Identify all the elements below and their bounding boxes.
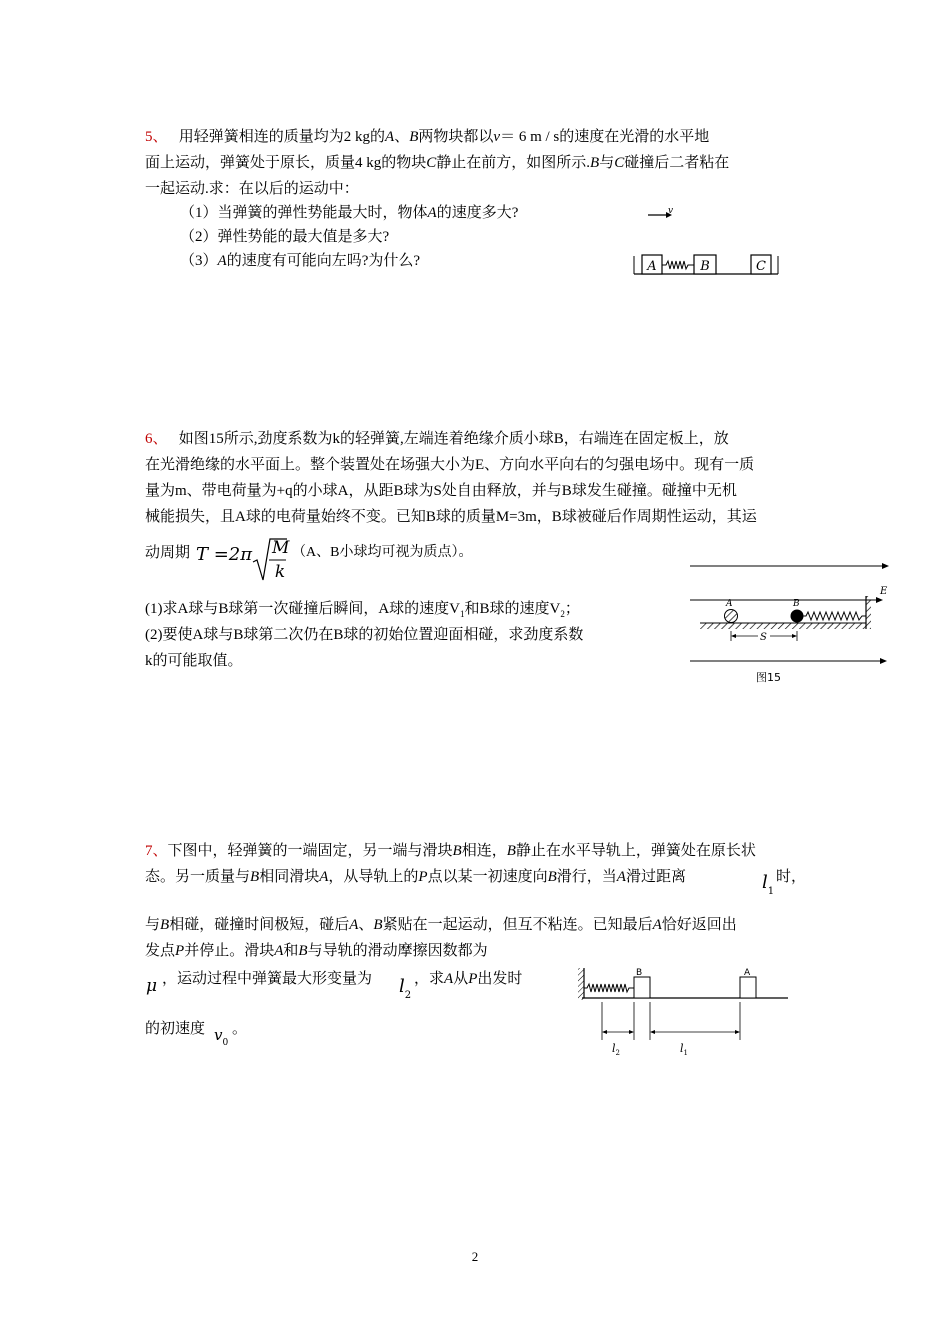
p6-line2: 在光滑绝缘的水平面上。整个装置处在场强大小为E、方向水平向右的匀强电场中。现有一质 — [145, 457, 755, 473]
text: 1 — [460, 609, 465, 619]
p6-question-2b: k的可能取值。 — [145, 653, 243, 669]
velocity-label: v — [668, 206, 674, 216]
text: 滑过距离 — [625, 869, 686, 885]
text: B — [506, 843, 516, 859]
p5-question-3 — [180, 250, 420, 272]
text: 相同滑块 — [259, 869, 320, 885]
text: B — [409, 129, 419, 145]
block-b-label: B — [636, 968, 643, 978]
ball-a-label: A — [726, 599, 733, 609]
text: A — [319, 869, 329, 885]
text: ，从导轨上的 — [328, 869, 419, 885]
spring — [584, 984, 634, 992]
text: l — [612, 1042, 616, 1055]
text: 发点 — [145, 943, 176, 959]
text: ； — [564, 601, 580, 617]
text: T =2π — [196, 544, 253, 565]
text: B — [160, 917, 170, 933]
field-line-bottom — [690, 658, 887, 664]
text: l — [762, 872, 768, 893]
text: 2 — [404, 990, 412, 1001]
text: 从 — [453, 971, 469, 987]
text: B — [590, 155, 600, 171]
text: A — [274, 943, 284, 959]
p7-line5 — [162, 968, 372, 990]
text: A — [616, 869, 626, 885]
p6-period-line — [145, 542, 190, 564]
text: 相碰，碰撞时间极短，碰后 — [169, 917, 350, 933]
distance-l2-label — [612, 1042, 620, 1057]
block-c-label: C — [756, 259, 766, 274]
text: 2 — [615, 1049, 620, 1057]
wall-hatch — [578, 968, 584, 1000]
text: P — [418, 869, 428, 885]
ball-b-label: B — [793, 599, 800, 609]
text: 0 — [222, 1038, 229, 1048]
p7-line2 — [145, 866, 686, 888]
text: A — [385, 129, 395, 145]
distance-l1-label — [680, 1042, 688, 1057]
distance-label: S — [760, 632, 767, 643]
p7-line6-end: 。 — [232, 1021, 248, 1037]
p5-number: 5、 — [145, 129, 168, 145]
page-number: 2 — [471, 1249, 479, 1264]
text: ，运动过程中弹簧最大形变量为 — [162, 971, 373, 987]
text: 如图15所示,劲度系数为k的轻弹簧,左端连着绝缘介质小球B，右端连在固定板上，放 — [178, 431, 729, 447]
text: 1 — [767, 886, 775, 897]
text: ，求 — [414, 971, 445, 987]
text: 静止在水平导轨上，弹簧处在原长状 — [515, 843, 756, 859]
p7-line3 — [145, 914, 737, 936]
block-a-label: A — [744, 968, 751, 978]
p6-formula-denominator: k — [274, 562, 286, 582]
p5-line1 — [145, 126, 709, 148]
p7-l2-symbol — [399, 976, 412, 1001]
p6-number: 6、 — [145, 431, 168, 447]
text: 1 — [683, 1049, 688, 1057]
text: 恰好返回出 — [661, 917, 737, 933]
p5-question-2: （2）弹性势能的最大值是多大? — [180, 229, 390, 245]
text: C — [614, 155, 625, 171]
block-a-label: A — [647, 259, 657, 274]
p6-line1 — [145, 428, 729, 450]
velocity-arrow — [648, 206, 673, 218]
distance-s-marker — [731, 630, 797, 643]
spring — [803, 612, 866, 620]
text: B — [373, 917, 383, 933]
field-line-middle — [690, 597, 883, 603]
block-a — [642, 255, 662, 274]
text: 的速度多大? — [436, 205, 519, 221]
p6-question-1 — [145, 598, 580, 625]
text: 点以某一初速度向 — [427, 869, 548, 885]
text: (1)求A球与B球第一次碰撞后瞬间，A球的速度V — [145, 601, 460, 617]
text: 与 — [599, 155, 615, 171]
text: A — [349, 917, 359, 933]
text: 和B球的速度V — [464, 601, 561, 617]
text: A — [444, 971, 454, 987]
ball-a — [725, 599, 738, 623]
figure-15-caption: 图15 — [756, 671, 781, 684]
text: 动周期 — [145, 545, 191, 561]
fixed-plate-hatch — [866, 596, 871, 629]
text: 面上运动，弹簧处于原长，质量4 kg的物块 — [145, 155, 427, 171]
p7-l1-symbol — [762, 872, 775, 897]
text: 出发时 — [477, 971, 523, 987]
p6-line3: 量为m、带电荷量为+q的小球A，从距B球为S处自由释放，并与B球发生碰撞。碰撞中无机 — [145, 483, 737, 499]
text: 、 — [394, 129, 410, 145]
text: 的速度有可能向左吗?为什么? — [226, 253, 421, 269]
text: 两物块都以 — [418, 129, 494, 145]
distance-l2-marker — [602, 1002, 634, 1057]
block-c — [751, 255, 771, 274]
text: A — [652, 917, 662, 933]
text: P — [468, 971, 478, 987]
ball-b — [791, 599, 804, 623]
ground-hatch — [700, 623, 866, 629]
p7-mu-symbol: μ — [146, 976, 158, 996]
text: P — [175, 943, 185, 959]
text: 2 — [560, 609, 565, 619]
distance-l1-marker — [650, 1002, 740, 1057]
text: B — [452, 843, 462, 859]
p6-question-2a: (2)要使A球与B球第二次仍在B球的初始位置迎面相碰，求劲度系数 — [145, 627, 584, 643]
p6-formula-lhs — [196, 544, 252, 565]
text: 态。另一质量与 — [145, 869, 251, 885]
p5-line2 — [145, 152, 729, 174]
block-a — [740, 968, 756, 998]
p7-line5-end — [414, 968, 522, 990]
p6-formula-numerator: M — [272, 538, 290, 558]
text: B — [547, 869, 557, 885]
field-line-top — [690, 563, 889, 569]
text: 碰撞后二者粘在 — [624, 155, 730, 171]
text: 静止在前方，如图所示. — [436, 155, 591, 171]
text: B — [250, 869, 260, 885]
p5-figure — [628, 200, 788, 280]
text: （1）当弹簧的弹性势能最大时，物体 — [180, 205, 428, 221]
p7-v0-symbol — [214, 1026, 229, 1048]
block-b — [634, 968, 650, 998]
text: A — [427, 205, 437, 221]
p7-number: 7、 — [145, 843, 168, 859]
text: v — [214, 1026, 223, 1044]
text: B — [298, 943, 308, 959]
p6-period-suffix: （A、B小球均可视为质点）。 — [292, 545, 473, 560]
p5-line3: 一起运动.求：在以后的运动中： — [145, 181, 359, 197]
text: 下图中，轻弹簧的一端固定，另一端与滑块 — [167, 843, 453, 859]
block-b — [694, 255, 716, 274]
text: C — [426, 155, 437, 171]
text: A — [217, 253, 227, 269]
p5-question-1 — [180, 202, 518, 224]
text: 滑行，当 — [556, 869, 617, 885]
p7-figure — [574, 962, 794, 1062]
p7-line2-end: 时， — [776, 869, 807, 885]
text: （3） — [180, 253, 218, 269]
text: 相连， — [461, 843, 507, 859]
spring — [662, 261, 694, 269]
text: 与导轨的滑动摩擦因数都为 — [307, 943, 488, 959]
text: ＝ 6 m / s的速度在光滑的水平地 — [500, 129, 710, 145]
field-label: E — [880, 586, 888, 597]
p7-line6: 的初速度 — [145, 1021, 206, 1037]
p6-line4: 械能损失，且A球的电荷量始终不变。已知B球的质量M=3m，B球被碰后作周期性运动，其运 — [145, 509, 757, 525]
text: l — [680, 1042, 684, 1055]
p7-line4 — [145, 940, 488, 962]
text: 用轻弹簧相连的质量均为2 kg的 — [178, 129, 386, 145]
block-b-label: B — [700, 259, 710, 274]
p7-line1 — [145, 840, 756, 862]
text: 紧贴在一起运动，但互不粘连。已知最后 — [382, 917, 653, 933]
text: 与 — [145, 917, 161, 933]
text: 和 — [283, 943, 299, 959]
text: 、 — [358, 917, 374, 933]
text: 并停止。滑块 — [184, 943, 275, 959]
p6-figure — [686, 558, 896, 688]
text: v — [493, 129, 501, 145]
text: l — [399, 976, 405, 997]
